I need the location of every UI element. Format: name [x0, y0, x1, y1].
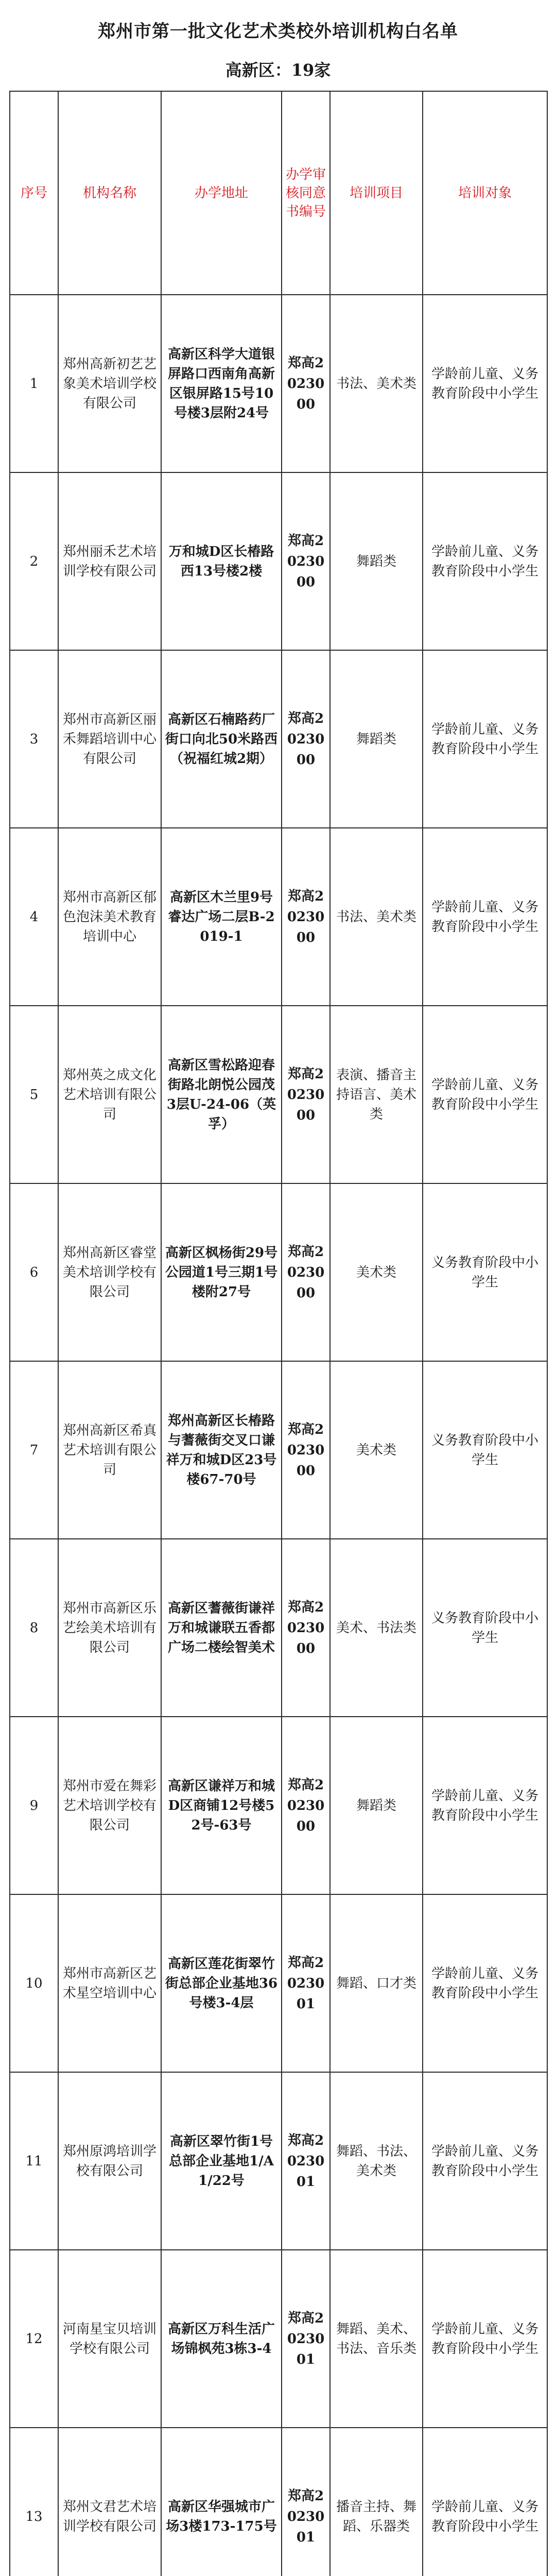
- approval-code-cell: 郑高2023001: [282, 2250, 330, 2428]
- category-cell: 美术类: [330, 1361, 423, 1539]
- target-cell: 学龄前儿童、义务教育阶段中小学生: [423, 2250, 547, 2428]
- target-cell: 学龄前儿童、义务教育阶段中小学生: [423, 1894, 547, 2072]
- category-cell: 舞蹈类: [330, 1717, 423, 1894]
- target-cell: 学龄前儿童、义务教育阶段中小学生: [423, 472, 547, 650]
- category-cell: 播音主持、舞蹈、乐器类: [330, 2428, 423, 2576]
- table-header: [10, 91, 547, 295]
- address-cell: 郑州高新区长椿路与蓍薇街交叉口谦祥万和城D区23号楼67-70号: [161, 1361, 282, 1539]
- approval-code-cell: 郑高2023000: [282, 295, 330, 472]
- table-row: [10, 295, 547, 472]
- category-cell: 表演、播音主持语言、美术类: [330, 1006, 423, 1183]
- no-cell: 3: [10, 650, 58, 828]
- name-cell: 郑州原鸿培训学校有限公司: [58, 2072, 161, 2250]
- no-cell: 13: [10, 2428, 58, 2576]
- no-cell: 12: [10, 2250, 58, 2428]
- table-row: [10, 828, 547, 1006]
- table-row: [10, 1361, 547, 1539]
- approval-code-cell: 郑高2023000: [282, 1006, 330, 1183]
- category-cell: 美术类: [330, 1183, 423, 1361]
- category-cell: 美术、书法类: [330, 1539, 423, 1717]
- address-cell: 高新区谦祥万和城D区商铺12号楼52号-63号: [161, 1717, 282, 1894]
- target-cell: 义务教育阶段中小学生: [423, 1361, 547, 1539]
- target-cell: 学龄前儿童、义务教育阶段中小学生: [423, 1717, 547, 1894]
- no-cell: 11: [10, 2072, 58, 2250]
- approval-code-cell: 郑高2023001: [282, 1894, 330, 2072]
- address-cell: 高新区木兰里9号睿达广场二层B-2019-1: [161, 828, 282, 1006]
- header-no: 序号: [10, 91, 58, 295]
- category-cell: 舞蹈类: [330, 650, 423, 828]
- header-target: 培训对象: [423, 91, 547, 295]
- category-cell: 舞蹈、书法、美术类: [330, 2072, 423, 2250]
- approval-code-cell: 郑高2023000: [282, 1361, 330, 1539]
- address-cell: 高新区万科生活广场锦枫苑3栋3-4: [161, 2250, 282, 2428]
- name-cell: 郑州英之成文化艺术培训有限公司: [58, 1006, 161, 1183]
- table-row: [10, 2072, 547, 2250]
- table-row: [10, 2428, 547, 2576]
- category-cell: 舞蹈、美术、书法、音乐类: [330, 2250, 423, 2428]
- category-cell: 书法、美术类: [330, 295, 423, 472]
- target-cell: 学龄前儿童、义务教育阶段中小学生: [423, 295, 547, 472]
- header-cat: 培训项目: [330, 91, 423, 295]
- approval-code-cell: 郑高2023001: [282, 2072, 330, 2250]
- header-code: 办学审核同意书编号: [282, 91, 330, 295]
- address-cell: 高新区枫杨街29号公园道1号三期1号楼附27号: [161, 1183, 282, 1361]
- no-cell: 5: [10, 1006, 58, 1183]
- name-cell: 郑州市爱在舞彩艺术培训学校有限公司: [58, 1717, 161, 1894]
- category-cell: 舞蹈类: [330, 472, 423, 650]
- table-row: [10, 1183, 547, 1361]
- name-cell: 郑州丽禾艺术培训学校有限公司: [58, 472, 161, 650]
- no-cell: 7: [10, 1361, 58, 1539]
- approval-code-cell: 郑高2023000: [282, 1183, 330, 1361]
- address-cell: 高新区莲花街翠竹街总部企业基地36号楼3-4层: [161, 1894, 282, 2072]
- name-cell: 郑州高新初艺艺象美术培训学校有限公司: [58, 295, 161, 472]
- address-cell: 高新区蓍薇街谦祥万和城谦联五香都广场二楼绘智美术: [161, 1539, 282, 1717]
- address-cell: 万和城D区长椿路西13号楼2楼: [161, 472, 282, 650]
- target-cell: 义务教育阶段中小学生: [423, 1183, 547, 1361]
- approval-code-cell: 郑高2023000: [282, 828, 330, 1006]
- target-cell: 学龄前儿童、义务教育阶段中小学生: [423, 2072, 547, 2250]
- no-cell: 10: [10, 1894, 58, 2072]
- target-cell: 义务教育阶段中小学生: [423, 1539, 547, 1717]
- name-cell: 郑州市高新区乐艺绘美术培训有限公司: [58, 1539, 161, 1717]
- no-cell: 2: [10, 472, 58, 650]
- table-body: [10, 295, 547, 2576]
- table-row: [10, 2250, 547, 2428]
- approval-code-cell: 郑高2023001: [282, 2428, 330, 2576]
- approval-code-cell: 郑高2023000: [282, 650, 330, 828]
- address-cell: 高新区华强城市广场3楼173-175号: [161, 2428, 282, 2576]
- target-cell: 学龄前儿童、义务教育阶段中小学生: [423, 650, 547, 828]
- name-cell: 郑州高新区希真艺术培训有限公司: [58, 1361, 161, 1539]
- no-cell: 1: [10, 295, 58, 472]
- header-addr: 办学地址: [161, 91, 282, 295]
- category-cell: 舞蹈、口才类: [330, 1894, 423, 2072]
- table-row: [10, 1894, 547, 2072]
- no-cell: 6: [10, 1183, 58, 1361]
- target-cell: 学龄前儿童、义务教育阶段中小学生: [423, 1006, 547, 1183]
- no-cell: 9: [10, 1717, 58, 1894]
- target-cell: 学龄前儿童、义务教育阶段中小学生: [423, 2428, 547, 2576]
- approval-code-cell: 郑高2023000: [282, 1717, 330, 1894]
- no-cell: 8: [10, 1539, 58, 1717]
- name-cell: 河南星宝贝培训学校有限公司: [58, 2250, 161, 2428]
- approval-code-cell: 郑高2023000: [282, 1539, 330, 1717]
- table-row: [10, 472, 547, 650]
- target-cell: 学龄前儿童、义务教育阶段中小学生: [423, 828, 547, 1006]
- page-subtitle: 高新区：19家: [225, 60, 331, 80]
- no-cell: 4: [10, 828, 58, 1006]
- table-row: [10, 1006, 547, 1183]
- category-cell: 书法、美术类: [330, 828, 423, 1006]
- name-cell: 郑州市高新区郁色泡沫美术教育培训中心: [58, 828, 161, 1006]
- page-title: 郑州市第一批文化艺术类校外培训机构白名单: [98, 21, 458, 42]
- whitelist-table: [9, 91, 548, 2576]
- name-cell: 郑州市高新区艺术星空培训中心: [58, 1894, 161, 2072]
- table-row: [10, 1717, 547, 1894]
- header-name: 机构名称: [58, 91, 161, 295]
- address-cell: 高新区科学大道银屏路口西南角高新区银屏路15号10号楼3层附24号: [161, 295, 282, 472]
- address-cell: 高新区雪松路迎春街路北朗悦公园茂3层U-24-06（英孚）: [161, 1006, 282, 1183]
- table-row: [10, 1539, 547, 1717]
- table-row: [10, 650, 547, 828]
- name-cell: 郑州文君艺术培训学校有限公司: [58, 2428, 161, 2576]
- address-cell: 高新区翠竹街1号总部企业基地1/A1/22号: [161, 2072, 282, 2250]
- name-cell: 郑州市高新区丽禾舞蹈培训中心有限公司: [58, 650, 161, 828]
- name-cell: 郑州高新区睿堂美术培训学校有限公司: [58, 1183, 161, 1361]
- approval-code-cell: 郑高2023000: [282, 472, 330, 650]
- address-cell: 高新区石楠路药厂街口向北50米路西（祝福红城2期）: [161, 650, 282, 828]
